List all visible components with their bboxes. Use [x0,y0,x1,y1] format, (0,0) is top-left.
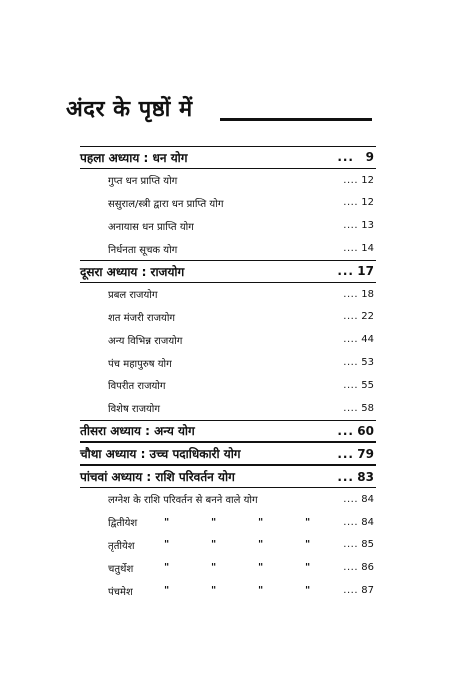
leader-dots: ... [337,423,354,438]
ditto-mark: " [164,562,170,574]
leader-dots: ... [337,150,354,165]
section-title: पंचमेश [108,586,133,598]
leader-dots: ... [337,264,354,279]
page-number: 12 [361,197,374,209]
section-title: गुप्त धन प्राप्ति योग [108,176,178,188]
section-title: शत मंजरी राजयोग [108,312,176,324]
section-title: अनायास धन प्राप्ति योग [108,221,194,233]
toc-section-row [80,488,376,511]
leader-dots: .... [343,493,358,505]
section-title: ससुराल/स्त्री द्वारा धन प्राप्ति योग [108,198,224,210]
toc-section-row [80,534,376,557]
page-number: 58 [361,402,374,414]
page-number: 84 [361,493,374,505]
leader-dots: .... [343,516,358,528]
leader-dots: .... [343,174,358,186]
page-number: 55 [361,379,374,391]
toc-section-row [80,214,376,237]
page-number: 87 [361,585,374,597]
ditto-marks [164,579,352,602]
ditto-mark: " [164,539,170,551]
page-number: 83 [357,469,374,484]
page-number: 12 [361,174,374,186]
chapter-title: पहला अध्याय : धन योग [80,150,188,165]
page-number: 18 [361,288,374,300]
ditto-mark: " [211,516,217,528]
section-title: लग्नेश के राशि परिवर्तन से बनने वाले योग [108,495,258,507]
leader-dots: .... [343,402,358,414]
section-title: चतुर्थेश [108,563,134,575]
ditto-mark: " [258,585,264,597]
toc-section-row [80,169,376,192]
toc-section-row [80,511,376,534]
toc-section-row [80,579,376,602]
toc-section-row [80,351,376,374]
ditto-mark: " [305,516,311,528]
leader-dots: ... [337,446,354,461]
toc-section-row [80,283,376,306]
page-number: 86 [361,562,374,574]
toc-section-row [80,306,376,329]
toc-chapter-row [80,146,376,169]
toc-section-row [80,397,376,420]
ditto-mark: " [305,539,311,551]
toc-section-row [80,192,376,215]
page-number: 17 [357,264,374,279]
leader-dots: .... [343,220,358,232]
ditto-mark: " [305,585,311,597]
leader-dots: ... [337,469,354,484]
ditto-mark: " [258,539,264,551]
ditto-mark: " [305,562,311,574]
page-number: 13 [361,220,374,232]
ditto-mark: " [164,516,170,528]
table-of-contents [80,146,376,602]
chapter-title: तीसरा अध्याय : अन्य योग [80,424,195,439]
leader-dots: .... [343,585,358,597]
chapter-title: चौथा अध्याय : उच्च पदाधिकारी योग [80,447,241,462]
toc-chapter-row [80,442,376,465]
leader-dots: .... [343,334,358,346]
leader-dots: .... [343,288,358,300]
section-title: निर्धनता सूचक योग [108,244,178,256]
heading-underline [220,118,372,121]
section-title: विपरीत राजयोग [108,381,166,393]
leader-dots: .... [343,379,358,391]
page-number: 79 [357,446,374,461]
section-title: अन्य विभिन्न राजयोग [108,335,183,347]
ditto-marks [164,556,352,579]
page-number: 84 [361,516,374,528]
leader-dots: .... [343,243,358,255]
ditto-mark: " [211,585,217,597]
section-title: द्वितीयेश [108,518,138,530]
leader-dots: .... [343,311,358,323]
page-number: 85 [361,539,374,551]
page-number: 53 [361,357,374,369]
toc-chapter-row [80,420,376,443]
page-number: 44 [361,334,374,346]
leader-dots: .... [343,357,358,369]
toc-section-row [80,556,376,579]
toc-section-row [80,374,376,397]
ditto-mark: " [211,539,217,551]
chapter-title: दूसरा अध्याय : राजयोग [80,264,185,279]
contents-heading-block [66,93,376,127]
contents-heading: अंदर के पृष्ठों में [66,97,193,122]
toc-section-row [80,237,376,260]
page-number: 9 [365,150,374,165]
page-number: 60 [357,423,374,438]
page-number: 22 [361,311,374,323]
toc-chapter-row [80,465,376,488]
section-title: पंच महापुरुष योग [108,358,172,370]
section-title: तृतीयेश [108,540,135,552]
ditto-mark: " [211,562,217,574]
ditto-marks [164,511,352,534]
toc-chapter-row [80,260,376,283]
ditto-mark: " [164,585,170,597]
ditto-mark: " [258,516,264,528]
ditto-marks [164,534,352,557]
section-title: विशेष राजयोग [108,404,161,416]
page-number: 14 [361,243,374,255]
toc-section-row [80,328,376,351]
leader-dots: .... [343,539,358,551]
leader-dots: .... [343,197,358,209]
ditto-mark: " [258,562,264,574]
chapter-title: पांचवां अध्याय : राशि परिवर्तन योग [80,470,235,485]
section-title: प्रबल राजयोग [108,290,158,302]
leader-dots: .... [343,562,358,574]
